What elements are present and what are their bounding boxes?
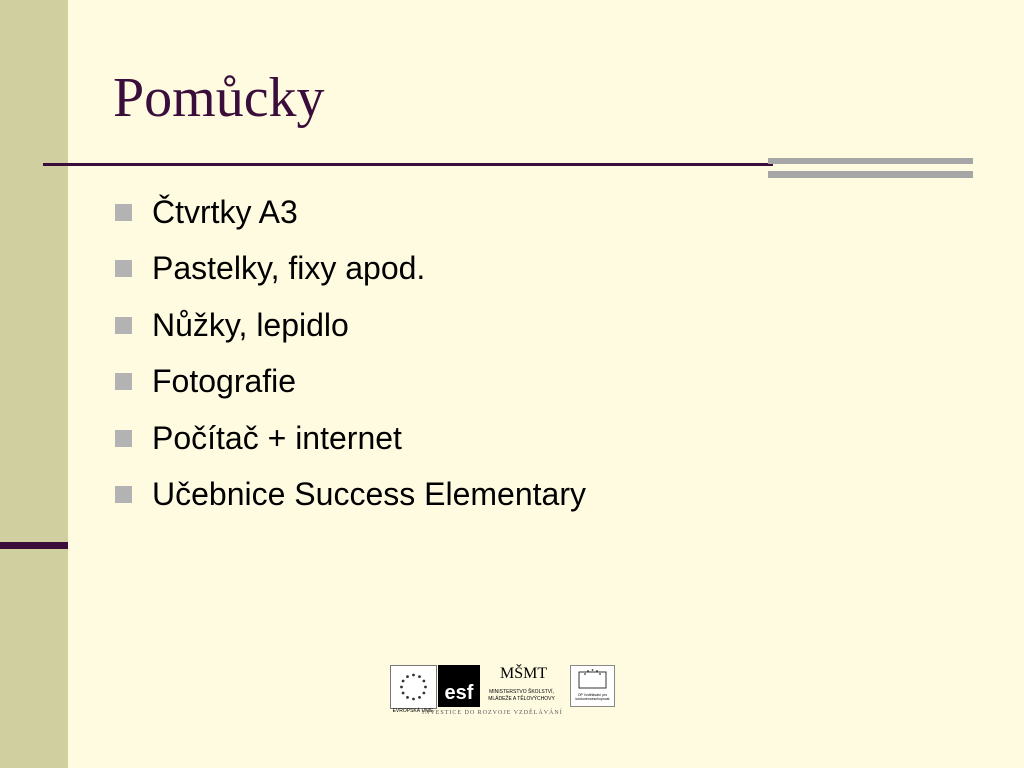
square-bullet-icon [115,373,132,390]
bullet-text: Pastelky, fixy apod. [152,250,426,287]
sidebar-accent-bar [0,542,68,549]
slide-title: Pomůcky [113,67,325,129]
funding-caption: INVESTICE DO ROZVOJE VZDĚLÁVÁNÍ [422,710,563,716]
square-bullet-icon [115,317,132,334]
divider-accent-bar-bottom [768,171,973,178]
funding-logos-strip [389,665,613,719]
title-divider-line [43,163,773,166]
op-vk-logo-label: OP Vzdělávání pro konkurenceschopnost [575,693,610,701]
square-bullet-icon [115,430,132,447]
msmt-logo-label: MINISTERSTVO ŠKOLSTVÍ, MLÁDEŽE A TĚLOVÝCHOVY [488,689,555,702]
eu-stars-icon [391,666,436,708]
eu-logo-label: EVROPSKÁ UNIE [392,708,434,714]
square-bullet-icon [115,204,132,221]
square-bullet-icon [115,260,132,277]
bullet-item [115,354,586,411]
bullet-item [115,410,586,467]
bullet-text: Počítač + internet [152,419,402,456]
op-vk-emblem-icon [571,666,614,692]
eu-flag-logo [390,665,437,709]
msmt-logo-mark: MŠMT [500,665,548,682]
msmt-logo [484,665,559,715]
bullet-item [115,184,586,241]
esf-logo: esf [438,665,480,707]
left-sidebar-band [0,0,68,768]
bullet-list [115,184,586,523]
square-bullet-icon [115,486,132,503]
bullet-item [115,297,586,354]
op-vk-logo [570,665,615,707]
bullet-text: Fotografie [152,363,297,400]
bullet-text: Nůžky, lepidlo [152,306,349,343]
bullet-text: Čtvrtky A3 [152,193,298,230]
bullet-item [115,467,586,524]
divider-accent-bar-top [768,158,973,164]
bullet-item [115,241,586,298]
bullet-text: Učebnice Success Elementary [152,476,586,513]
